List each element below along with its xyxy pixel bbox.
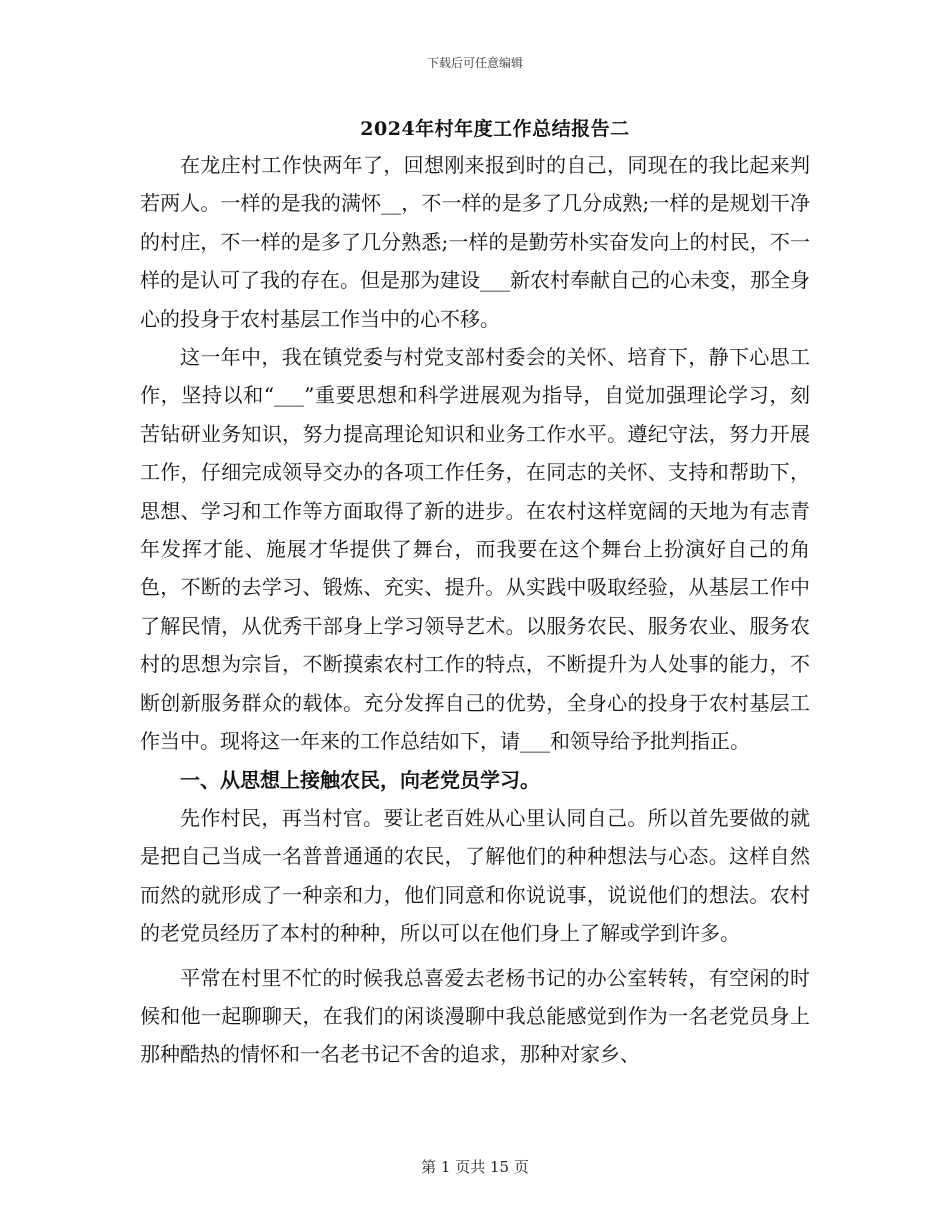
body-paragraph: 在龙庄村工作快两年了，回想刚来报到时的自己，同现在的我比起来判若两人。一样的是我的满怀__，不一样的是多了几分成熟;一样的是规划干净的村庄，不一样的是多了几分熟悉;一样的是勤劳朴实奋发向上的村民，不一样的是认可了我的存在。但是那为建设___新农村奉献自己的心未变，那全身心的投身于农村基层工作当中的心不移。: [140, 153, 810, 331]
header-note: 下载后可任意编辑: [426, 56, 523, 70]
page-footer: 第 1 页共 15 页: [421, 1158, 529, 1176]
body-paragraph: 平常在村里不忙的时候我总喜爱去老杨书记的办公室转转，有空闲的时候和他一起聊聊天，在我们的闲谈漫聊中我总能感觉到作为一名老党员身上那种酷热的情怀和一名老书记不舍的追求，那种对家乡、: [140, 965, 810, 1067]
body-paragraph: 这一年中，我在镇党委与村党支部村委会的关怀、培育下，静下心思工作，坚持以和“___”重要思想和科学进展观为指导，自觉加强理论学习，刻苦钻研业务知识，努力提高理论知识和业务工作水平。遵纪守法，努力开展工作，仔细完成领导交办的各项工作任务，在同志的关怀、支持和帮助下，思想、学习和工作等方面取得了新的进步。在农村这样宽阔的天地为有志青年发挥才能、施展才华提供了舞台，而我要在这个舞台上扮演好自己的角色，不断的去学习、锻炼、充实、提升。从实践中吸取经验，从基层工作中了解民情，从优秀干部身上学习领导艺术。以服务农民、服务农业、服务农村的思想为宗旨，不断摸索农村工作的特点，不断提升为人处事的能力，不断创新服务群众的载体。充分发挥自己的优势，全身心的投身于农村基层工作当中。现将这一年来的工作总结如下，请___和领导给予批判指正。: [140, 345, 810, 754]
document-title: 2024年村年度工作总结报告二: [360, 118, 630, 140]
section-heading: 一、从思想上接触农民，向老党员学习。: [180, 767, 540, 792]
body-paragraph: 先作村民，再当村官。要让老百姓从心里认同自己。所以首先要做的就是把自己当成一名普普通通的农民，了解他们的种种想法与心态。这样自然而然的就形成了一种亲和力，他们同意和你说说事，说说他们的想法。农村的老党员经历了本村的种种，所以可以在他们身上了解或学到许多。: [140, 805, 810, 946]
document-body: [140, 146, 810, 1074]
